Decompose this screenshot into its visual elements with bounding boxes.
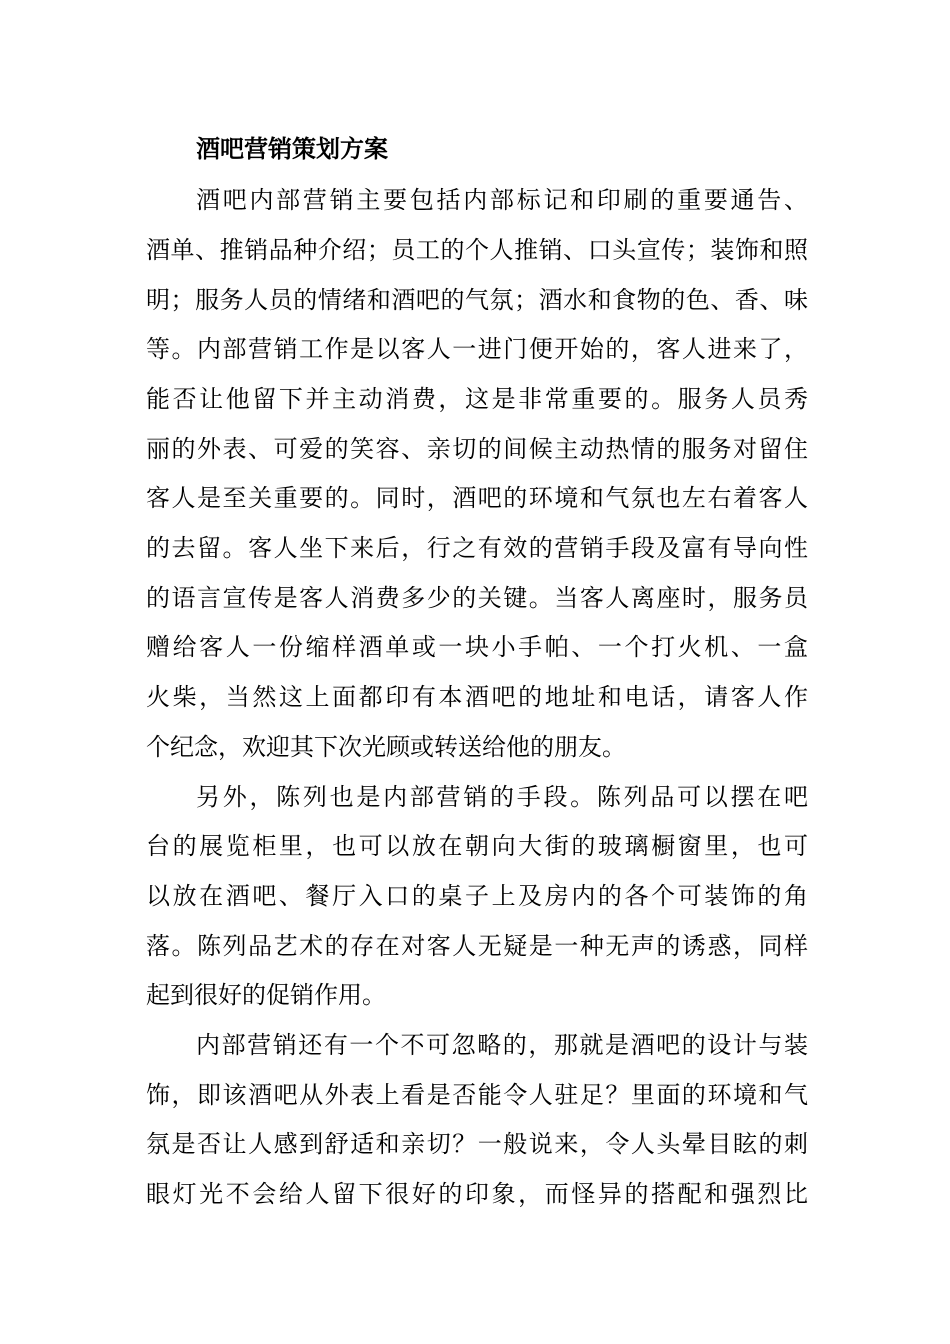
paragraph-1-line-1: 酒吧内部营销主要包括内部标记和印刷的重要通告、 <box>196 186 808 214</box>
paragraph-2-line-3: 以放在酒吧、餐厅入口的桌子上及房内的各个可装饰的角 <box>146 882 808 910</box>
paragraph-1-line-12: 个纪念，欢迎其下次光顾或转送给他的朋友。 <box>146 733 626 761</box>
paragraph-3-line-2: 饰，即该酒吧从外表上看是否能令人驻足？里面的环境和气 <box>146 1081 808 1109</box>
paragraph-2-line-5: 起到很好的促销作用。 <box>146 981 386 1009</box>
paragraph-3-line-1: 内部营销还有一个不可忽略的，那就是酒吧的设计与装 <box>196 1031 808 1059</box>
paragraph-1-line-5: 能否让他留下并主动消费，这是非常重要的。服务人员秀 <box>146 385 808 413</box>
paragraph-1-line-2: 酒单、推销品种介绍；员工的个人推销、口头宣传；装饰和照 <box>146 236 808 264</box>
paragraph-1-line-11: 火柴，当然这上面都印有本酒吧的地址和电话，请客人作 <box>146 683 808 711</box>
paragraph-1-line-3: 明；服务人员的情绪和酒吧的气氛；酒水和食物的色、香、味 <box>146 286 808 314</box>
paragraph-1-line-7: 客人是至关重要的。同时，酒吧的环境和气氛也左右着客人 <box>146 484 808 512</box>
paragraph-3-line-3: 氛是否让人感到舒适和亲切？一般说来，令人头晕目眩的刺 <box>146 1130 808 1158</box>
paragraph-2-line-2: 台的展览柜里，也可以放在朝向大街的玻璃橱窗里，也可 <box>146 832 808 860</box>
paragraph-1-line-8: 的去留。客人坐下来后，行之有效的营销手段及富有导向性 <box>146 534 808 562</box>
paragraph-3-line-4: 眼灯光不会给人留下很好的印象，而怪异的搭配和强烈比 <box>146 1180 808 1208</box>
paragraph-1-line-6: 丽的外表、可爱的笑容、亲切的间候主动热情的服务对留住 <box>146 435 808 463</box>
paragraph-1-line-9: 的语言宣传是客人消费多少的关键。当客人离座时，服务员 <box>146 584 808 612</box>
document-title: 酒吧营销策划方案 <box>196 134 388 163</box>
paragraph-2-line-1: 另外，陈列也是内部营销的手段。陈列品可以摆在吧 <box>196 783 808 811</box>
paragraph-1-line-4: 等。内部营销工作是以客人一进门便开始的，客人进来了， <box>146 335 808 363</box>
paragraph-2-line-4: 落。陈列品艺术的存在对客人无疑是一种无声的诱惑，同样 <box>146 932 808 960</box>
paragraph-1-line-10: 赠给客人一份缩样酒单或一块小手帕、一个打火机、一盒 <box>146 633 808 661</box>
